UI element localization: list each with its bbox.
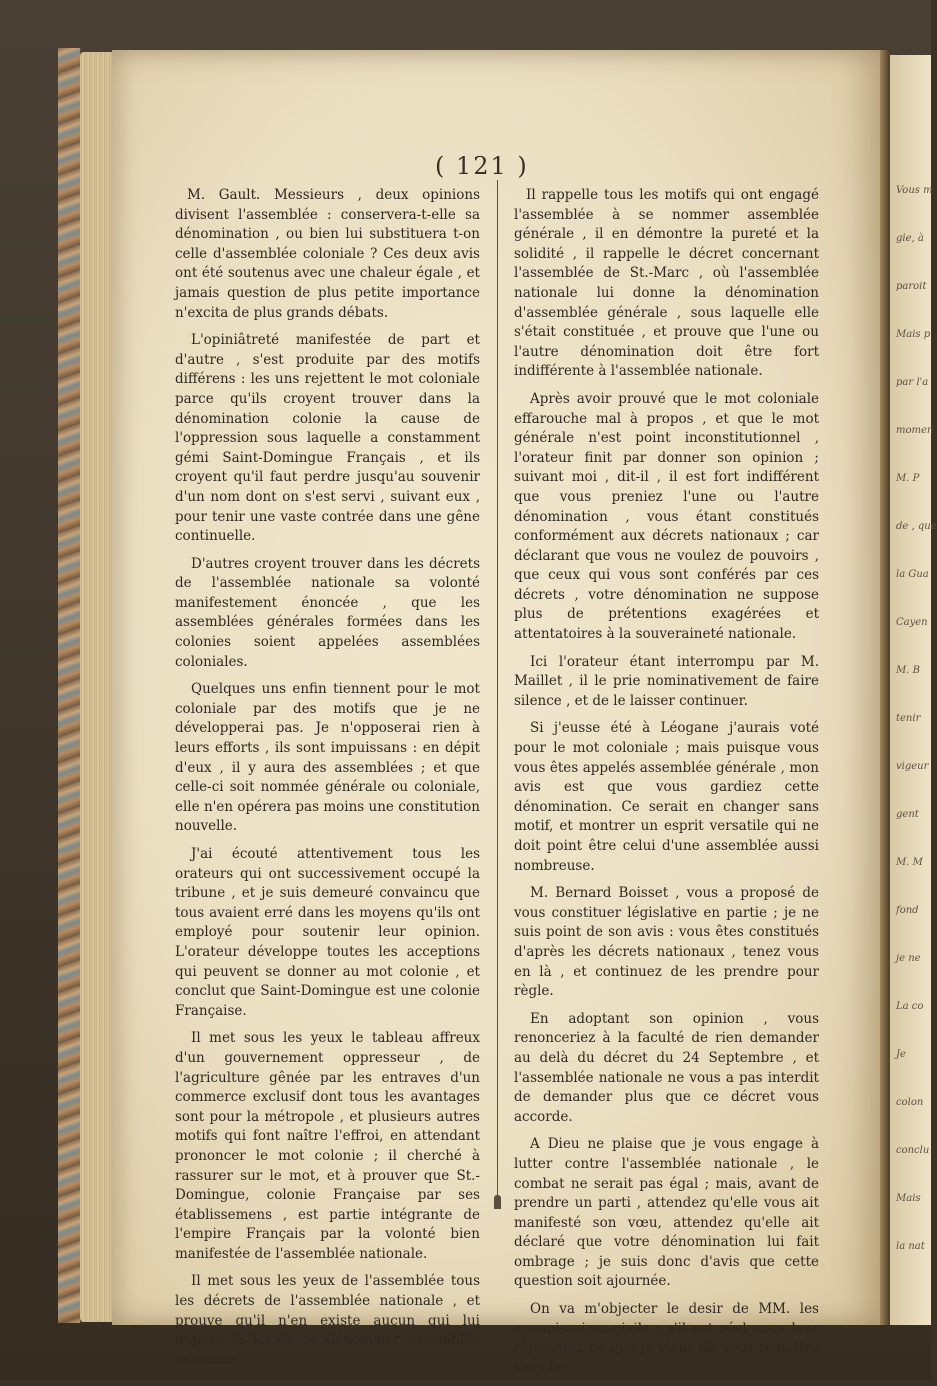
right-paragraph: Si j'eusse été à Léogane j'aurais voté pour le mot coloniale ; mais puisque vous vous êtes appelés assemblée générale , mon avis est que vous gardiez cette dénomination. Ce serait en changer sans motif, et montrer un esprit versatile qui ne doit point être celui d'une assemblée aussi nombreuse. bbox=[514, 720, 819, 874]
adjacent-page-text: Cayen bbox=[896, 617, 928, 628]
adjacent-page-text: Mais bbox=[896, 1193, 921, 1204]
page-number: ( 121 ) bbox=[435, 152, 529, 180]
adjacent-page-text: conclu bbox=[896, 1145, 930, 1156]
adjacent-page-text: M. B bbox=[896, 665, 920, 676]
marbled-book-edge bbox=[58, 48, 82, 1323]
left-column bbox=[175, 186, 480, 1378]
adjacent-page-text: Vous m bbox=[896, 185, 933, 196]
adjacent-page-text: La co bbox=[896, 1001, 924, 1012]
right-paragraph: On va m'objecter le desir de MM. les commissaires civils ; s'il est réel vous leur répondrez ce que je viens de vous remettre sous les bbox=[514, 1301, 819, 1376]
left-paragraph: J'ai écouté attentivement tous les orateurs qui ont successivement occupé la tribune , et je suis demeuré convaincu que tous avaient erré dans les moyens qu'ils ont employé pour soutenir leur opinion. L'orateur développe toutes les acceptions qui peuvent se donner au mot colonie , et conclut que Saint-Domingue est une colonie Française. bbox=[175, 846, 480, 1019]
right-paragraph: Après avoir prouvé que le mot coloniale effarouche mal à propos , et que le mot générale n'est point inconstitutionnel , l'orateur finit par donner son opinion ; suivant moi , dit-il , il est fort indifférent que vous preniez l'une ou l'autre dénomination , vous étant constitués conformément aux décrets nationaux ; car déclarant que vous ne voulez de pouvoirs , que ceux qui vous sont conférés par ces décrets , votre dénomination ne suppose plus de prétentions exagérées et attentatoires à la souveraineté nationale. bbox=[514, 390, 819, 643]
right-paragraph: En adoptant son opinion , vous renonceriez à la faculté de rien demander au delà du décret du 24 Septembre , et l'assemblée nationale ne vous a pas interdit de demander plus que ce décret vous accorde. bbox=[514, 1010, 819, 1125]
left-paragraph: Il met sous les yeux de l'assemblée tous les décrets de l'assemblée nationale , et prouve qu'il n'en existe aucun qui lui impose la loi de se dénommer assemblée coloniale. bbox=[175, 1273, 480, 1368]
adjacent-page-text: paroit bbox=[896, 281, 927, 292]
adjacent-page-text: colon bbox=[896, 1097, 924, 1108]
right-paragraph: M. Bernard Boisset , vous a proposé de vous constituer législative en partie ; je ne suis point de son avis : vous êtes constitués d'après les décrets nationaux , tenez vous en là , et continuez de les prendre pour règle. bbox=[514, 885, 819, 1000]
adjacent-page-text: M. M bbox=[896, 857, 923, 868]
adjacent-page-text: M. P bbox=[896, 473, 920, 484]
adjacent-page-text: gie, à bbox=[896, 233, 924, 244]
adjacent-page-text: Je bbox=[896, 1049, 906, 1060]
adjacent-page-text: la nat bbox=[896, 1241, 925, 1252]
adjacent-page-text: fond bbox=[896, 905, 919, 916]
right-paragraph: Il rappelle tous les motifs qui ont engagé l'assemblée à se nommer assemblée générale , il en démontre la pureté et la solidité , il rappelle le décret concernant l'assemblée de St.-Marc , où l'assemblée nationale lui donne la dénomination d'assemblée générale , sous laquelle elle s'était constituée , et prouve que l'une ou l'autre dénomination doit être fort indifférente à l'assemblée nationale. bbox=[514, 187, 819, 380]
column-divider-end bbox=[494, 1195, 501, 1209]
adjacent-page-text: Mais p bbox=[896, 329, 931, 340]
adjacent-page-text: la Gua bbox=[896, 569, 929, 580]
page-edges bbox=[80, 52, 114, 1322]
column-divider bbox=[497, 180, 498, 1205]
adjacent-page-fragment bbox=[890, 55, 937, 1325]
adjacent-page-text: tenir bbox=[896, 713, 921, 724]
book-gutter bbox=[880, 50, 890, 1325]
adjacent-page-text: momen bbox=[896, 425, 934, 436]
adjacent-page-text: gent bbox=[896, 809, 919, 820]
left-paragraph: L'opiniâtreté manifestée de part et d'autre , s'est produite par des motifs différens : les uns rejettent le mot coloniale parce qu'ils croyent trouver dans la dénomination colonie la cause de l'oppression sous laquelle a constamment gémi Saint-Domingue Français , et ils croyent qu'il faut perdre jusqu'au souvenir d'un nom dont on s'est servi , suivant eux , pour tenir une vaste contrée dans une gêne continuelle. bbox=[175, 332, 480, 545]
right-paragraph: A Dieu ne plaise que je vous engage à lutter contre l'assemblée nationale , le combat ne serait pas égal ; mais, avant de prendre un parti , attendez qu'elle vous ait manifesté son vœu, attendez qu'elle ait déclaré que votre dénomination lui fait ombrage ; je suis donc d'avis que cette question soit ajournée. bbox=[514, 1136, 819, 1290]
left-paragraph: Il met sous les yeux le tableau affreux d'un gouvernement oppresseur , de l'agriculture gênée par les entraves d'un commerce exclusif dont tous les avantages sont pour la métropole , et plusieurs autres motifs qui font naître l'effroi, en attendant prononcer le mot colonie ; il cherché à rassurer sur le mot, et à prouver que St.-Domingue, colonie Française par ses établissemens , est partie intégrante de l'empire Français par la volonté bien manifestée de l'assemblée nationale. bbox=[175, 1030, 480, 1262]
left-paragraph: Quelques uns enfin tiennent pour le mot coloniale par des motifs que je ne développerai pas. Je n'opposerai rien à leurs efforts , ils sont impuissans : en dépit d'eux , il y aura des assemblées ; et que celle-ci soit nommée générale ou coloniale, elle n'en opérera pas moins une constitution nouvelle. bbox=[175, 681, 480, 835]
right-column bbox=[514, 186, 819, 1386]
adjacent-page-text: de , que bbox=[896, 521, 937, 532]
left-paragraph: M. Gault. Messieurs , deux opinions divisent l'assemblée : conservera-t-elle sa dénomination , ou bien lui substituera t-on celle d'assemblée coloniale ? Ces deux avis ont été soutenus avec une chaleur égale , et jamais question de plus petite importance n'excita de plus grands débats. bbox=[175, 187, 480, 321]
adjacent-page-text: vigeur bbox=[896, 761, 929, 772]
left-paragraph: D'autres croyent trouver dans les décrets de l'assemblée nationale sa volonté manifestement énoncée , que les assemblées générales formées dans les colonies soient appelées assemblées coloniales. bbox=[175, 555, 480, 670]
adjacent-page-text: je ne bbox=[896, 953, 921, 964]
right-paragraph: Ici l'orateur étant interrompu par M. Maillet , il le prie nominativement de faire silence , et de le laisser continuer. bbox=[514, 653, 819, 709]
adjacent-page-text: par l'a bbox=[896, 377, 929, 388]
